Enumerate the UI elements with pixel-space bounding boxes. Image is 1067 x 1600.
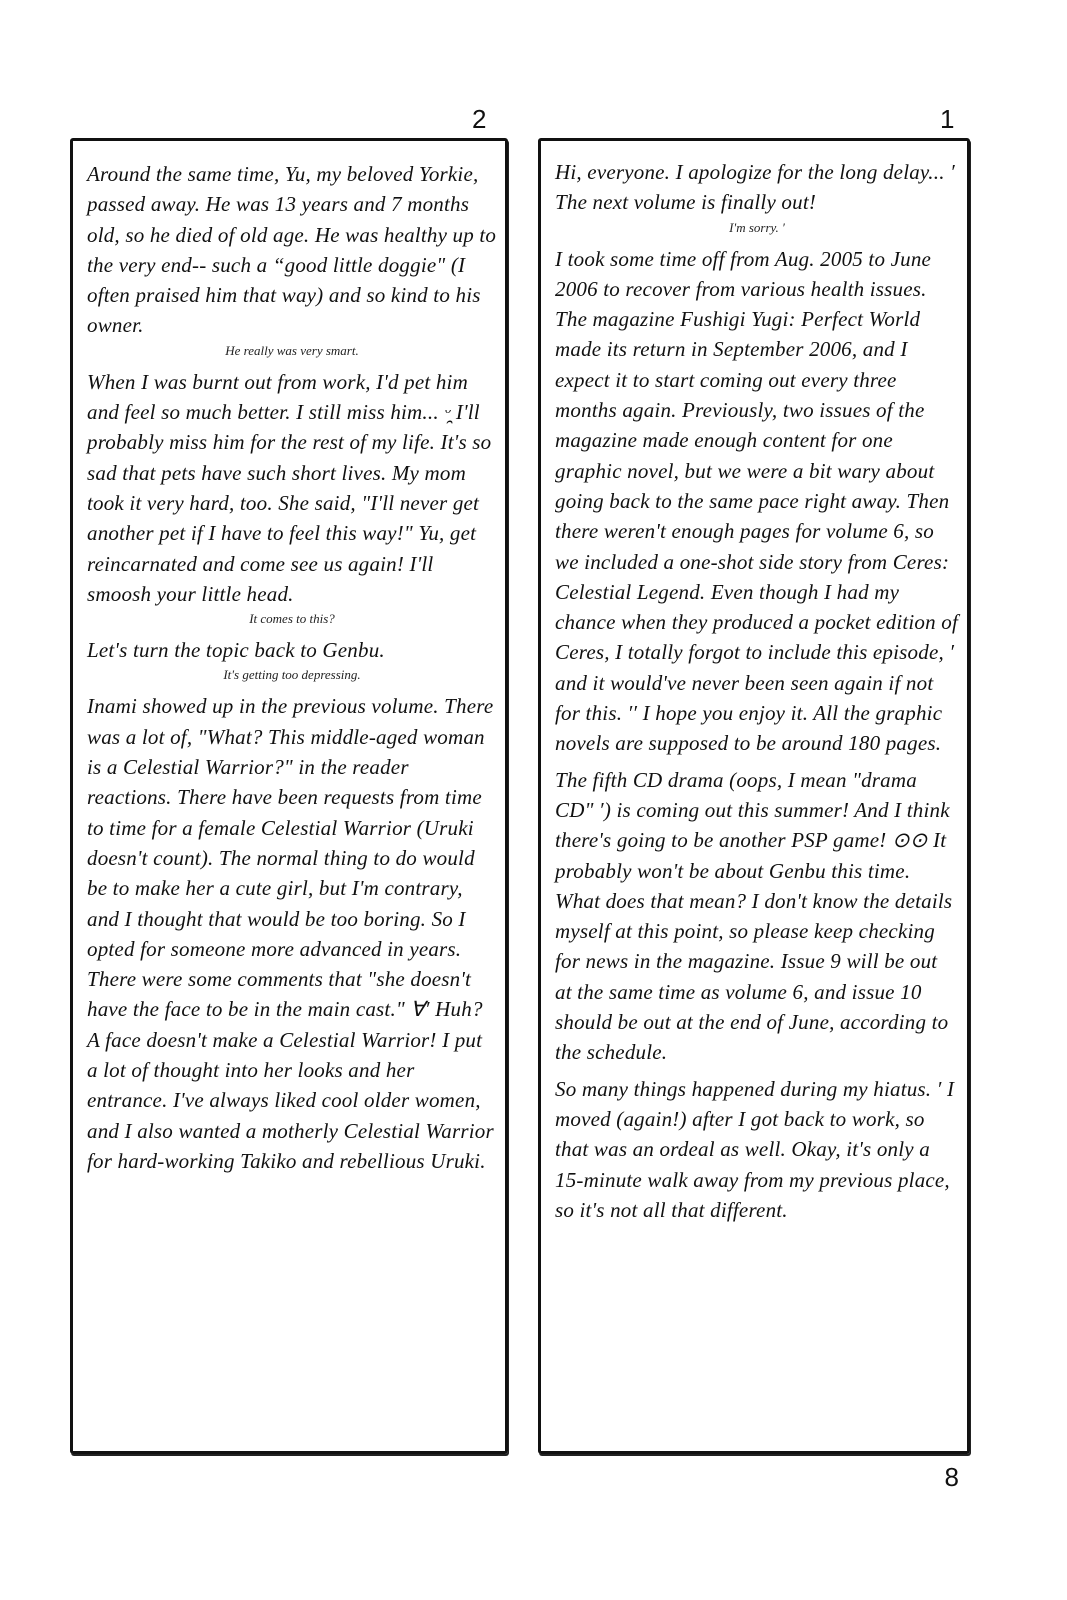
left-paragraph-4: Inami showed up in the previous volume. There was a lot of, "What? This middle-aged woman is a Celestial Warrior?" in the reader reactions. There have been requests from time to time for a female Celestial Warrior (Uruki doesn't count). The normal thing to do would be to make her a cute girl, but I'm contrary, and I thought that would be too boring. So I opted for someone more advanced in years. There were some comments that "she doesn't have the face to be in the main cast." ∀′ Huh? A face doesn't make a Celestial Warrior! I put a lot of thought into her looks and her entrance. I've always liked cool older women, and I also wanted a motherly Celestial Warrior for hard-working Takiko and rebellious Uruki.	[87, 694, 494, 1173]
left-aside-2: It comes to this?	[249, 611, 335, 627]
column-number-left: 2	[472, 104, 487, 134]
page-number: 8	[944, 1462, 959, 1492]
column-number-right: 1	[940, 104, 955, 134]
right-paragraph-3: The fifth CD drama (oops, I mean "drama CD" ′) is coming out this summer! And I think there's going to be another PSP game! ⊙⊙ It probably won't be about Genbu this time. What does that mean? I don't know the details myself at this point, so please keep checking for news in the magazine. Issue 9 will be out at the same time as volume 6, and issue 10 should be out at the end of June, according to the schedule.	[555, 767, 953, 1065]
left-paragraph-2: When I was burnt out from work, I'd pet him and feel so much better. I still miss him... ᵕ̯ I'll probably miss him for the rest of my life. It's so sad that pets have such short lives. My mom took it very hard, too. She said, "I'll never get another pet if I have to feel this way!" Yu, get reincarnated and come see us again! I'll smoosh your little head.	[87, 369, 492, 606]
right-text-panel	[538, 138, 970, 1454]
left-aside-1: He really was very smart.	[225, 342, 359, 358]
right-paragraph-2: I took some time off from Aug. 2005 to June 2006 to recover from various health issues. The magazine Fushigi Yugi: Perfect World made its return in September 2006, and I expect it to start coming out every three months again. Previously, two issues of the magazine made enough content for one graphic novel, but we were a bit wary about going back to the same pace right away. Then there weren't enough pages for volume 6, so we included a one-shot side story from Ceres: Celestial Legend. Even though I had my chance when they produced a pocket edition of Ceres, I totally forgot to include this episode, ′ and it would've never been seen again if not for this. ′′ I hope you enjoy it. All the graphic novels are supposed to be around 180 pages.	[555, 246, 959, 756]
left-text-panel	[70, 138, 508, 1454]
right-paragraph-1: Hi, everyone. I apologize for the long delay... ′ The next volume is finally out!	[555, 160, 955, 215]
left-aside-3: It's getting too depressing.	[223, 667, 361, 683]
left-paragraph-3: Let's turn the topic back to Genbu.	[87, 638, 385, 663]
right-aside-1: I'm sorry. ′	[729, 219, 785, 235]
right-paragraph-4: So many things happened during my hiatus. ′ I moved (again!) after I got back to work, so that was an ordeal as well. Okay, it's only a 15-minute walk away from my previous place, so it's not all that different.	[555, 1076, 955, 1222]
left-paragraph-1: Around the same time, Yu, my beloved Yorkie, passed away. He was 13 years and 7 months old, so he died of old age. He was healthy up to the very end-- such a “good little doggie" (I often praised him that way) and so kind to his owner.	[87, 162, 497, 338]
